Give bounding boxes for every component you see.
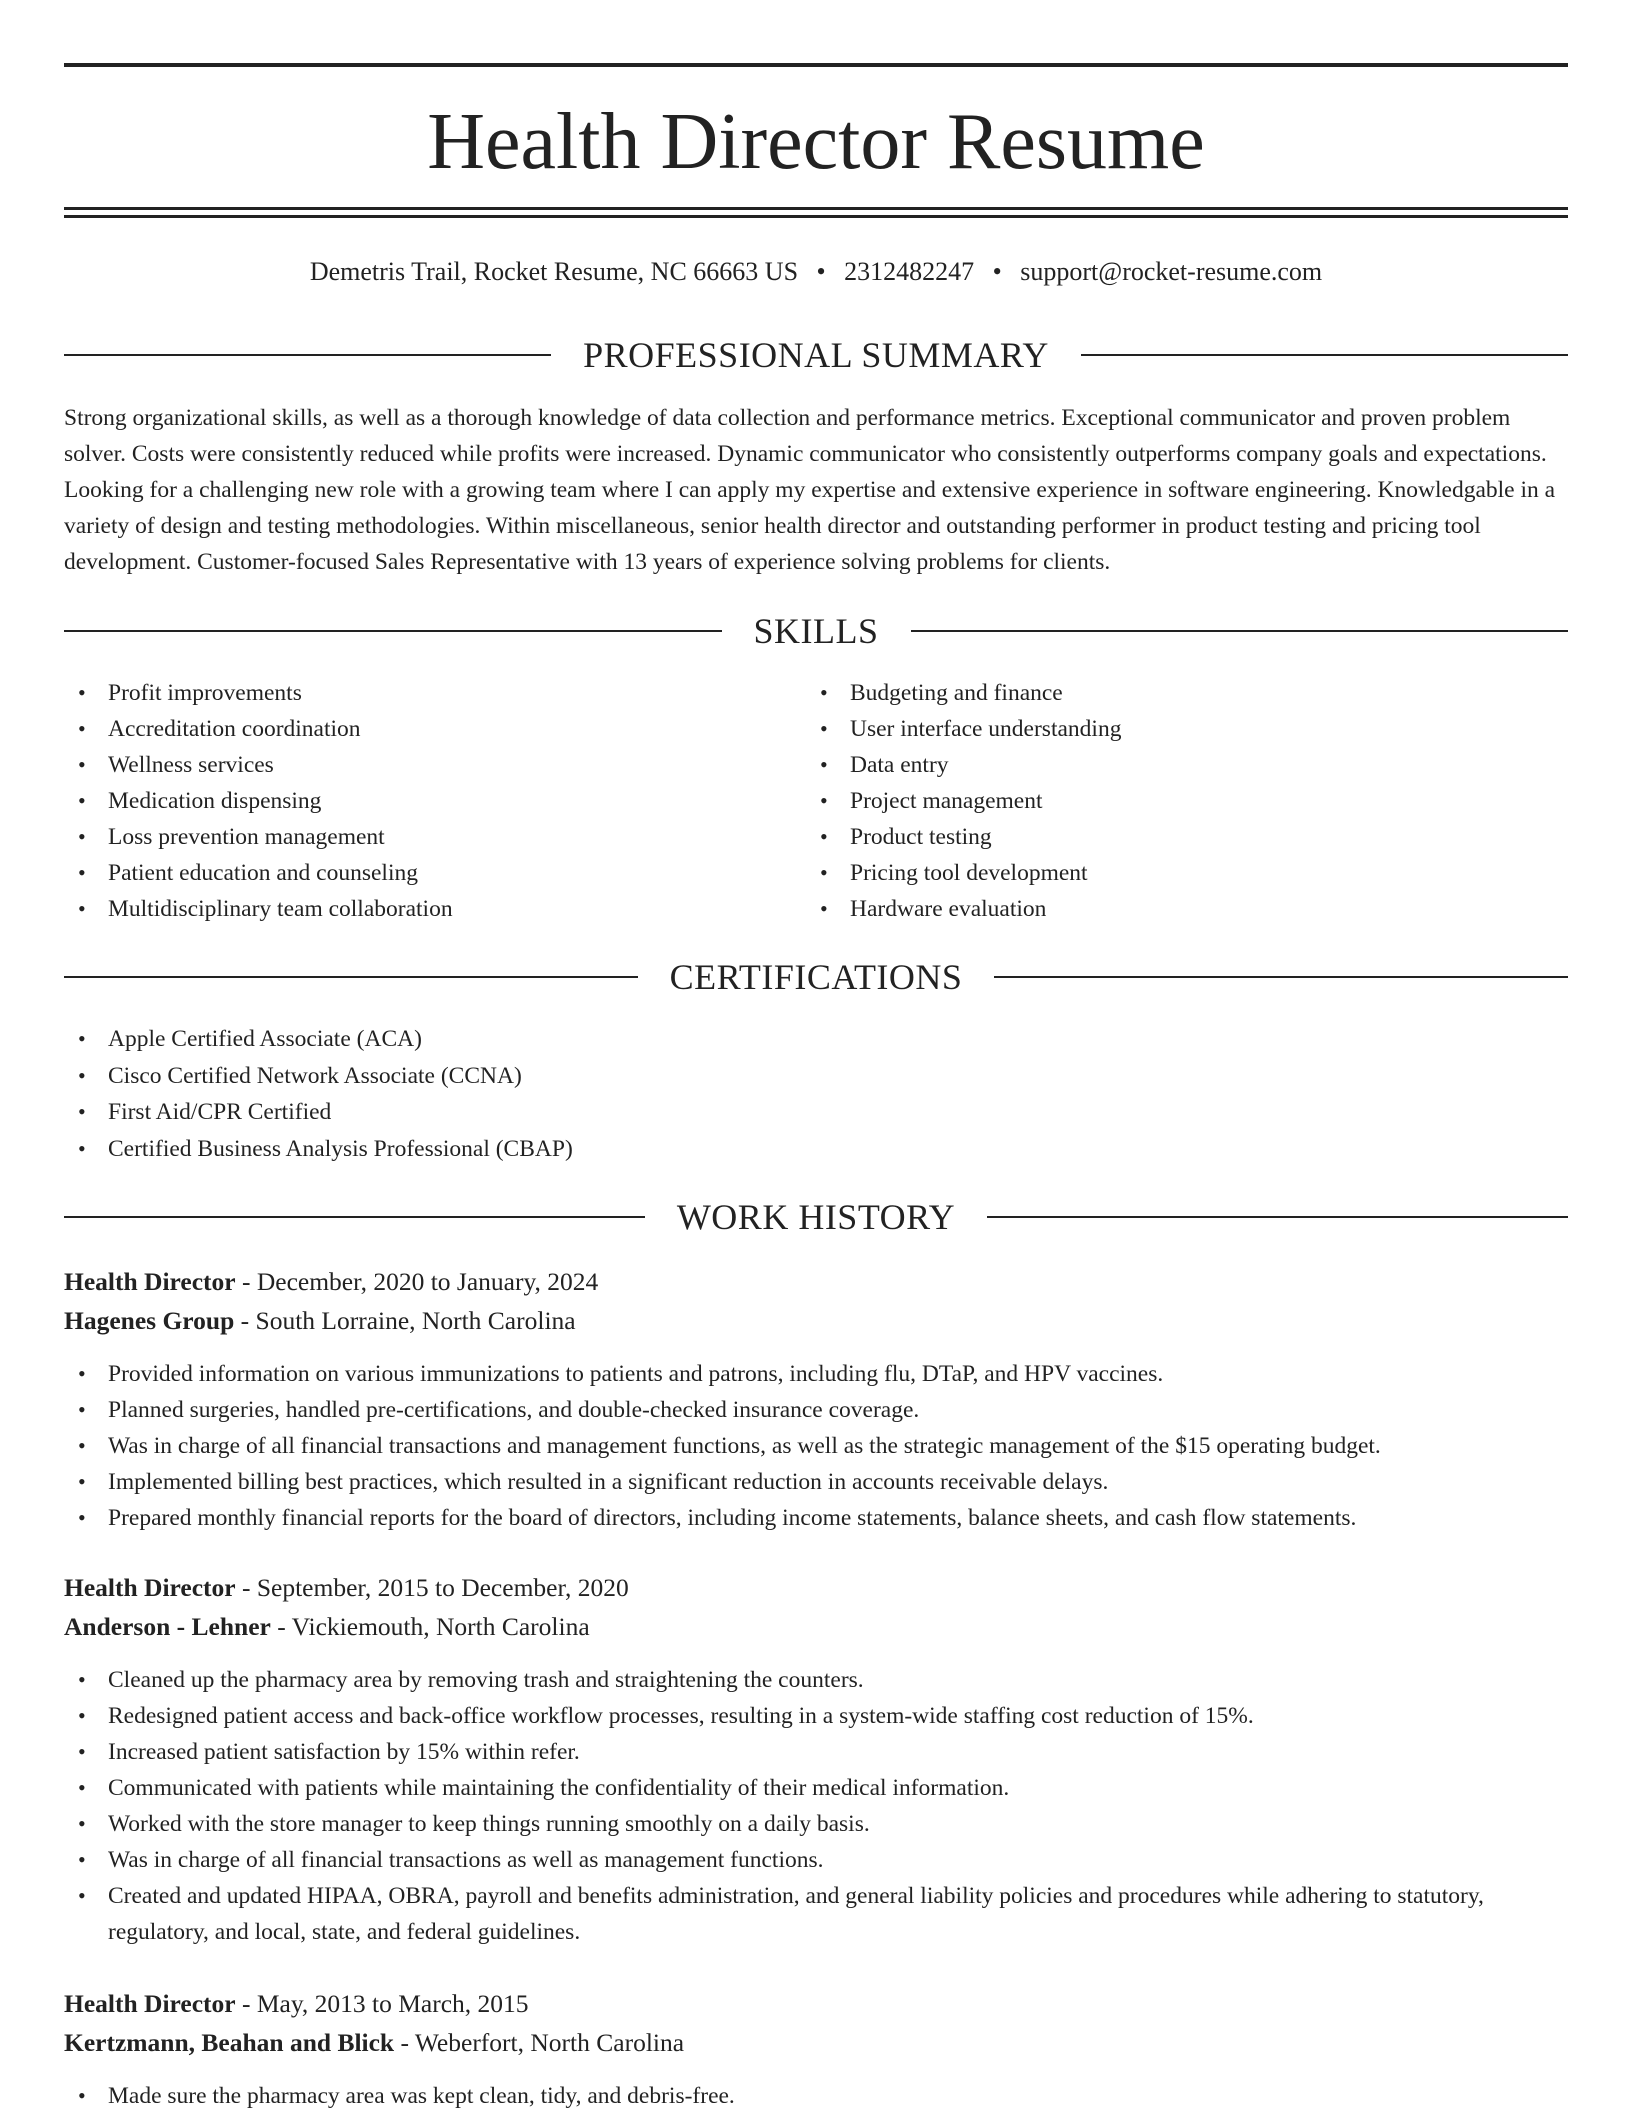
job-entry xyxy=(64,1568,1568,1950)
job-bullet: • Was in charge of all financial transactions and management functions, as well as the strategic management of the $15 operating budget. xyxy=(64,1428,1568,1464)
job-bullet: • Worked with the store manager to keep things running smoothly on a daily basis. xyxy=(64,1806,1568,1842)
job-bullets xyxy=(64,1662,1568,1950)
job-entry xyxy=(64,1262,1568,1536)
skill-item: • Profit improvements xyxy=(64,675,764,711)
skill-item: • Wellness services xyxy=(64,747,764,783)
skills-list-left xyxy=(64,675,764,927)
skill-item: • Data entry xyxy=(806,747,1506,783)
contact-line xyxy=(64,254,1568,290)
job-company: Anderson - Lehner xyxy=(64,1612,271,1641)
job-dates: - September, 2015 to December, 2020 xyxy=(235,1573,629,1602)
skill-item: • Loss prevention management xyxy=(64,819,764,855)
job-title: Health Director xyxy=(64,1573,236,1602)
certification-item: • Cisco Certified Network Associate (CCNA) xyxy=(64,1058,1568,1095)
job-bullet: • Planned surgeries, handled pre-certifications, and double-checked insurance coverage. xyxy=(64,1392,1568,1428)
resume-title: Health Director Resume xyxy=(427,98,1205,186)
skill-item: • Project management xyxy=(806,783,1506,819)
section-title-skills: SKILLS xyxy=(753,611,879,651)
certification-item: • Certified Business Analysis Professional (CBAP) xyxy=(64,1131,1568,1168)
summary-text: Strong organizational skills, as well as a thorough knowledge of data collection and performance metrics. Exceptional communicator and proven problem solver. Costs were consistently reduced while profits were increased. Dynamic communicator who consistently outperforms company goals and expectations. Looking for a challenging new role with a growing team where I can apply my expertise and extensive experience in software engineering. Knowledgable in a variety of design and testing methodologies. Within miscellaneous, senior health director and outstanding performer in product testing and pricing tool development. Customer-focused Sales Representative with 13 years of experience solving problems for clients. xyxy=(64,405,1556,575)
job-company-line xyxy=(64,2023,1568,2062)
job-dates: - May, 2013 to March, 2015 xyxy=(235,1989,529,2018)
skills-list-right xyxy=(806,675,1506,927)
job-location: - Vickiemouth, North Carolina xyxy=(270,1612,590,1641)
section-header-work xyxy=(64,1195,1568,1239)
job-title: Health Director xyxy=(64,1989,236,2018)
job-dates: - December, 2020 to January, 2024 xyxy=(235,1267,599,1296)
job-title-line xyxy=(64,1568,1568,1607)
certification-item: • Apple Certified Associate (ACA) xyxy=(64,1021,1568,1058)
contact-separator: • xyxy=(992,257,1002,286)
job-location: - Weberfort, North Carolina xyxy=(394,2028,685,2057)
skill-item: • Multidisciplinary team collaboration xyxy=(64,891,764,927)
job-bullet: • Was in charge of all financial transactions as well as management functions. xyxy=(64,1842,1568,1878)
skill-item: • Pricing tool development xyxy=(806,855,1506,891)
section-rule-right xyxy=(987,1216,1568,1218)
skill-item: • Medication dispensing xyxy=(64,783,764,819)
job-bullet: • Prepared monthly financial reports for the board of directors, including income statements, balance sheets, and cash flow statements. xyxy=(64,1500,1568,1536)
job-bullet: • Created and updated HIPAA, OBRA, payroll and benefits administration, and general liability policies and procedures while adhering to statutory, regulatory, and local, state, and federal guidelines. xyxy=(64,1878,1568,1950)
section-rule-right xyxy=(911,630,1569,632)
job-title-line xyxy=(64,1262,1568,1301)
top-rule xyxy=(64,63,1568,67)
job-bullet: • Redesigned patient access and back-office workflow processes, resulting in a system-wide staffing cost reduction of 15%. xyxy=(64,1698,1568,1734)
section-title-certifications: CERTIFICATIONS xyxy=(669,957,963,997)
section-header-skills xyxy=(64,609,1568,653)
contact-email: support@rocket-resume.com xyxy=(1020,257,1323,286)
job-title: Health Director xyxy=(64,1267,236,1296)
title-rule-upper xyxy=(64,207,1568,210)
certifications-list xyxy=(64,1021,1568,1167)
job-company: Hagenes Group xyxy=(64,1306,235,1335)
skill-item: • Budgeting and finance xyxy=(806,675,1506,711)
job-bullet: • Communicated with patients while maintaining the confidentiality of their medical information. xyxy=(64,1770,1568,1806)
section-title-work: WORK HISTORY xyxy=(676,1197,956,1237)
job-company-line xyxy=(64,1301,1568,1340)
section-header-certifications xyxy=(64,955,1568,999)
contact-address: Demetris Trail, Rocket Resume, NC 66663 US xyxy=(309,257,799,286)
job-bullets xyxy=(64,2078,1568,2114)
skill-item: • Hardware evaluation xyxy=(806,891,1506,927)
section-rule-right xyxy=(1081,354,1568,356)
job-bullets xyxy=(64,1356,1568,1536)
skill-item: • Product testing xyxy=(806,819,1506,855)
section-rule-left xyxy=(64,1216,645,1218)
job-entry xyxy=(64,1984,1568,2114)
job-bullet: • Implemented billing best practices, which resulted in a significant reduction in accounts receivable delays. xyxy=(64,1464,1568,1500)
section-rule-left xyxy=(64,630,722,632)
skill-item: • User interface understanding xyxy=(806,711,1506,747)
job-location: - South Lorraine, North Carolina xyxy=(234,1306,576,1335)
job-company: Kertzmann, Beahan and Blick xyxy=(64,2028,395,2057)
job-company-line xyxy=(64,1607,1568,1646)
section-header-summary xyxy=(64,333,1568,377)
certification-item: • First Aid/CPR Certified xyxy=(64,1094,1568,1131)
section-rule-left xyxy=(64,354,551,356)
section-rule-right xyxy=(994,976,1568,978)
section-title-summary: PROFESSIONAL SUMMARY xyxy=(583,335,1049,375)
section-rule-left xyxy=(64,976,638,978)
contact-separator: • xyxy=(816,257,826,286)
contact-phone: 2312482247 xyxy=(844,257,975,286)
job-bullet: • Provided information on various immunizations to patients and patrons, including flu, DTaP, and HPV vaccines. xyxy=(64,1356,1568,1392)
skill-item: • Patient education and counseling xyxy=(64,855,764,891)
title-rule-lower xyxy=(64,215,1568,218)
job-bullet: • Increased patient satisfaction by 15% within refer. xyxy=(64,1734,1568,1770)
job-bullet: • Made sure the pharmacy area was kept clean, tidy, and debris-free. xyxy=(64,2078,1568,2114)
skill-item: • Accreditation coordination xyxy=(64,711,764,747)
job-bullet: • Cleaned up the pharmacy area by removing trash and straightening the counters. xyxy=(64,1662,1568,1698)
job-title-line xyxy=(64,1984,1568,2023)
